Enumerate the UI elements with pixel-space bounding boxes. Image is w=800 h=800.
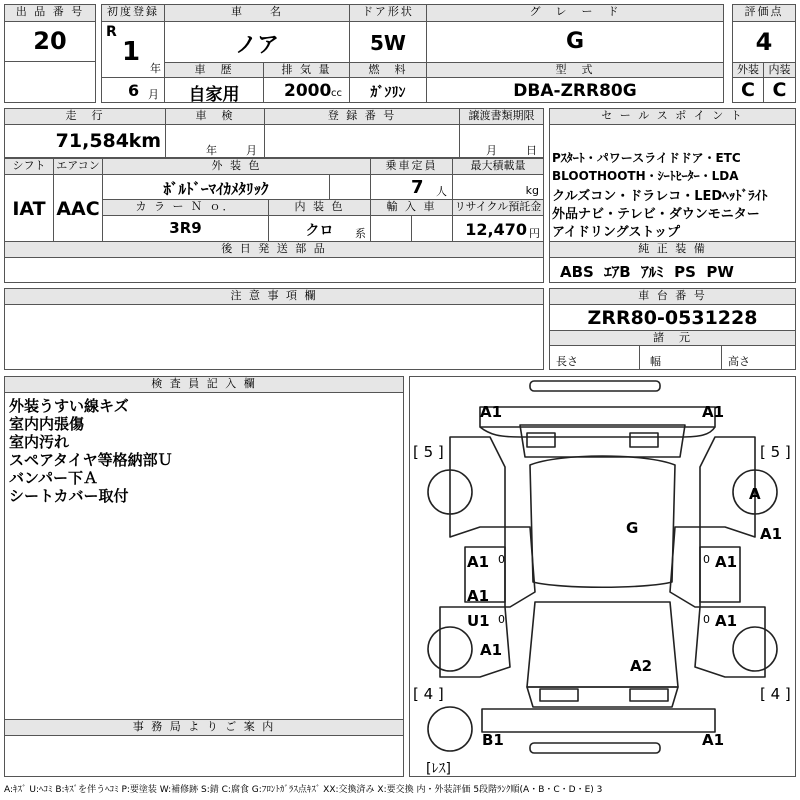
reg-month: 6 — [128, 81, 140, 100]
interior-color-cell — [268, 215, 371, 242]
interior: C — [772, 79, 787, 101]
shift-cell — [4, 174, 54, 242]
score-cell — [732, 21, 796, 63]
exterior-label: 外装 — [732, 62, 764, 78]
inspector-line-4: スペアタイヤ等格納部Ｕ — [9, 451, 173, 469]
mileage-cell — [4, 124, 166, 158]
import-label: 輸 入 車 — [370, 199, 453, 216]
mark-windshield: G — [626, 519, 639, 537]
displacement-cell — [263, 77, 350, 103]
history: 自家用 — [188, 85, 240, 105]
width-label: 幅 — [650, 355, 661, 368]
reg-month-cell — [101, 77, 165, 103]
legend: A:ｷｽﾞ U:ﾍｺﾐ B:ｷｽﾞを伴うﾍｺﾐ P:要塗装 W:補修跡 S:錆 C:腐食 G:ﾌﾛﾝﾄｶﾞﾗｽ点ｷｽﾞ XX:交換済み X:要交換 内・外装評価 5段階ﾗﾝｸ順(A・B・C・D・E) 3 — [4, 785, 603, 795]
color-extra-cell — [329, 174, 371, 200]
mark-left-front-door: A1 — [467, 553, 490, 571]
mark-right-front-door: A1 — [715, 553, 738, 571]
interior-label: 内装 — [763, 62, 796, 78]
sales-point-4: 外品ナビ・テレビ・ダウンモニター — [552, 207, 760, 222]
mark-front-right: A1 — [702, 403, 725, 421]
color-no: 3R9 — [169, 219, 202, 237]
color-no-label: カ ラ ー Ｎ ｏ． — [102, 199, 269, 216]
reg-no-cell — [264, 124, 460, 158]
first-reg-label: 初度登録 — [101, 4, 165, 22]
first-reg-cell — [101, 21, 165, 78]
mark-rear-bumper-right: A1 — [702, 731, 725, 749]
fuel-cell — [349, 77, 427, 103]
front-fascia — [480, 407, 715, 427]
tread-rear-right: [ 4 ] — [760, 685, 791, 703]
grade-cell — [426, 21, 724, 63]
transfer-month: 月 — [486, 144, 497, 157]
rear-lamp-right — [630, 689, 668, 701]
shift-label: シフト — [4, 158, 54, 175]
sales-point-1: Pｽﾀｰﾄ・パワースライドドア・ETC — [552, 151, 741, 165]
transfer-cell — [459, 124, 544, 158]
mark-rear-bumper-left: B1 — [482, 731, 504, 749]
interior-color-label: 内 装 色 — [268, 199, 371, 216]
chassis: ZRR80-0531228 — [587, 307, 758, 329]
genuine-label: 純 正 装 備 — [549, 241, 796, 258]
color-cell — [102, 174, 330, 200]
inspection-month: 月 — [246, 144, 257, 157]
era: R — [106, 24, 117, 40]
sales-points-label: セ ー ル ス ポ イ ン ト — [549, 108, 796, 125]
transfer-label: 譲渡書類期限 — [459, 108, 544, 125]
capacity-label: 乗車定員 — [370, 158, 453, 175]
wheel-rear-right — [733, 627, 777, 671]
ac-cell — [53, 174, 103, 242]
load-cell — [452, 174, 544, 200]
capacity: 7 — [411, 177, 424, 198]
exterior-cell — [732, 77, 764, 103]
mark-right-fender: A1 — [760, 525, 783, 543]
car-name-label: 車 名 — [164, 4, 350, 22]
recycle-cell — [452, 215, 544, 242]
mark-front-left: A1 — [480, 403, 503, 421]
car-diagram — [410, 377, 795, 776]
displacement-unit: cc — [331, 88, 342, 99]
mark-wheel-front-right: A — [749, 485, 761, 503]
model-label: 型 式 — [426, 62, 724, 78]
right-front-side — [700, 437, 755, 537]
model: DBA-ZRR80G — [513, 81, 637, 101]
color-no-cell — [102, 215, 269, 242]
inspector-line-3: 室内汚れ — [9, 433, 70, 451]
sales-point-3: クルズコン・ドラレコ・LEDﾍｯﾄﾞﾗｲﾄ — [552, 189, 768, 204]
mark-left-rear-door: A1 — [467, 587, 490, 605]
office-cell — [4, 735, 404, 777]
lot-no-spare — [4, 61, 96, 103]
mileage: 71,584 — [55, 130, 129, 152]
exterior: C — [741, 79, 755, 101]
office-label: 事 務 局 よ り ご 案 内 — [4, 719, 404, 736]
caution-cell — [4, 304, 544, 370]
length-cell — [549, 345, 640, 370]
genuine-cell — [549, 257, 796, 283]
recycle: 12,470 — [465, 220, 527, 239]
windshield-sticker-right — [630, 433, 658, 447]
capacity-cell — [370, 174, 453, 200]
model-cell — [426, 77, 724, 103]
chassis-label: 車 台 番 号 — [549, 288, 796, 305]
genuine: ABS ｴｱB ｱﾙﾐ PS PW — [560, 263, 734, 281]
inspector-line-5: バンパー下Ａ — [9, 469, 98, 487]
wheel-rear-left — [428, 627, 472, 671]
left-front-door — [505, 527, 535, 607]
history-cell — [164, 77, 264, 103]
fuel: ｶﾞｿﾘﾝ — [370, 85, 406, 101]
specs-label: 諸 元 — [549, 330, 796, 346]
history-label: 車 歴 — [164, 62, 264, 78]
recycle-unit: 円 — [529, 227, 540, 240]
grade: G — [565, 29, 585, 54]
color-label: 外 装 色 — [102, 158, 371, 175]
tread-spare: [ﾚｽ] — [426, 761, 451, 776]
small-o-1: 0 — [498, 553, 505, 566]
car-name: ノア — [234, 33, 279, 58]
rear-lamp-left — [540, 689, 578, 701]
ac: AAC — [56, 198, 100, 220]
score-label: 評価点 — [732, 4, 796, 22]
door-label: ドア形状 — [349, 4, 427, 22]
width-cell — [639, 345, 722, 370]
displacement-label: 排 気 量 — [263, 62, 350, 78]
load-label: 最大積載量 — [452, 158, 544, 175]
reg-month-unit: 月 — [148, 88, 159, 101]
inspector-line-6: シートカバー取付 — [9, 487, 129, 505]
chassis-cell — [549, 304, 796, 331]
caution-label: 注 意 事 項 欄 — [4, 288, 544, 305]
score: 4 — [755, 28, 773, 56]
ac-label: エアコン — [53, 158, 103, 175]
rear-bumper — [482, 709, 715, 732]
grade-label: グ レ ー ド — [426, 4, 724, 22]
mark-rear-hatch: A2 — [630, 657, 653, 675]
car-diagram-frame — [409, 376, 796, 777]
front-bumper-bar — [530, 381, 660, 391]
tread-rear-left: [ 4 ] — [413, 685, 444, 703]
capacity-unit: 人 — [436, 185, 447, 198]
displacement: 2000 — [284, 81, 332, 101]
inspection-year: 年 — [206, 144, 217, 157]
recycle-label: リサイクル預託金 — [452, 199, 544, 216]
height-label: 高さ — [728, 355, 750, 368]
left-front-side — [450, 437, 505, 537]
later-parts-cell — [4, 257, 544, 283]
wheel-spare — [428, 707, 472, 751]
reg-no-label: 登 録 番 号 — [264, 108, 460, 125]
hood-edge — [480, 427, 715, 437]
right-front-door — [670, 527, 700, 607]
roof — [530, 456, 675, 587]
lot-no: 20 — [33, 27, 67, 55]
interior-cell — [763, 77, 796, 103]
door: 5W — [370, 31, 406, 55]
load-unit: kg — [525, 184, 539, 197]
interior-color-unit: 系 — [355, 227, 366, 240]
height-cell — [721, 345, 796, 370]
door-cell — [349, 21, 427, 63]
color: ﾎﾞﾙﾄﾞｰﾏｲｶﾒﾀﾘｯｸ — [163, 180, 269, 198]
rear-window — [527, 602, 678, 687]
inspector-label: 検 査 員 記 入 欄 — [4, 376, 404, 393]
transfer-day: 日 — [526, 144, 537, 157]
length-label: 長さ — [556, 355, 578, 368]
later-parts-label: 後 日 発 送 部 品 — [4, 241, 544, 258]
fuel-label: 燃 料 — [349, 62, 427, 78]
mark-right-rear-door: A1 — [715, 612, 738, 630]
windshield-sticker-left — [527, 433, 555, 447]
reg-year-unit: 年 — [150, 62, 161, 75]
import-cell-2 — [411, 215, 453, 242]
lot-no-label: 出 品 番 号 — [4, 4, 96, 22]
inspection-label: 車 検 — [165, 108, 265, 125]
small-o-4: 0 — [703, 613, 710, 626]
shift: IAT — [12, 198, 46, 220]
mark-left-step: U1 — [467, 612, 490, 630]
reg-year: 1 — [122, 37, 141, 67]
lot-no-cell — [4, 21, 96, 62]
mark-left-quarter: A1 — [480, 641, 503, 659]
windshield — [520, 425, 685, 457]
tread-front-right: [ 5 ] — [760, 443, 791, 461]
small-o-2: 0 — [703, 553, 710, 566]
sales-points-cell — [549, 124, 796, 242]
car-name-cell — [164, 21, 350, 63]
rear-hatch — [527, 687, 678, 707]
sales-point-5: アイドリングストップ — [552, 225, 681, 240]
import-cell-1 — [370, 215, 412, 242]
inspector-cell — [4, 392, 404, 720]
small-o-3: 0 — [498, 613, 505, 626]
tread-front-left: [ 5 ] — [413, 443, 444, 461]
mileage-label: 走 行 — [4, 108, 166, 125]
mileage-unit: km — [128, 130, 161, 152]
inspection-cell — [165, 124, 265, 158]
interior-color: クロ — [305, 223, 334, 239]
rear-bumper-bar — [530, 743, 660, 753]
inspector-line-1: 外装うすい線キズ — [9, 397, 129, 415]
inspector-line-2: 室内内張傷 — [9, 415, 85, 433]
sales-point-2: BLOOTHOOTH・ｼｰﾄﾋｰﾀｰ・LDA — [552, 169, 739, 183]
